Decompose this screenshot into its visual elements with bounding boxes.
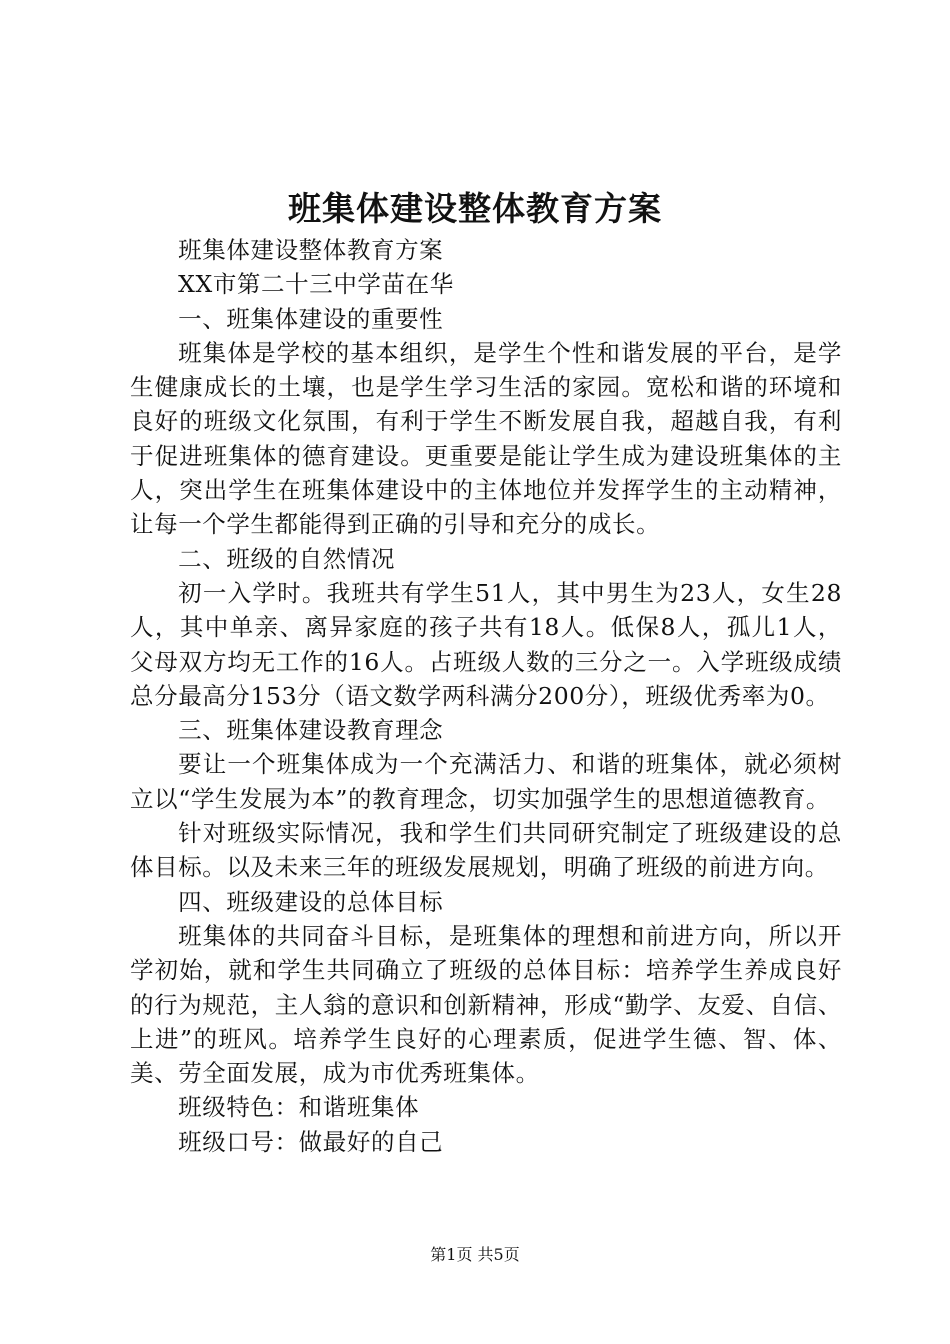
- paragraph-class-slogan: 班级口号：做最好的自己: [178, 1127, 444, 1156]
- paragraph-plan: 针对班级实际情况，我和学生们共同研究制定了班级建设的总体目标。以及未来三年的班级发展规划，明确了班级的前进方向。: [130, 819, 842, 882]
- page-number-footer: 第1页 共5页: [430, 1245, 520, 1264]
- paragraph-goals: 班集体的共同奋斗目标，是班集体的理想和前进方向，所以开学初始，就和学生共同确立了班级的总体目标：培养学生养成良好的行为规范，主人翁的意识和创新精神，形成“勤学、友爱、自信、上进”的班风。培养学生良好的心理素质，促进学生德、智、体、美、劳全面发展，成为市优秀班集体。: [130, 921, 842, 1088]
- section-heading-3: 三、班集体建设教育理念: [178, 716, 444, 745]
- paragraph-class-feature: 班级特色：和谐班集体: [178, 1093, 420, 1122]
- paragraph-subtitle: 班集体建设整体教育方案: [178, 236, 444, 264]
- section-heading-1: 一、班集体建设的重要性: [178, 304, 444, 333]
- section-heading-2: 二、班级的自然情况: [178, 544, 396, 573]
- paragraph-philosophy: 要让一个班集体成为一个充满活力、和谐的班集体，就必须树立以“学生发展为本”的教育理念，切实加强学生的思想道德教育。: [130, 750, 842, 813]
- paragraph-importance: 班集体是学校的基本组织，是学生个性和谐发展的平台，是学生健康成长的土壤，也是学生学习生活的家园。宽松和谐的环境和良好的班级文化氛围，有利于学生不断发展自我，超越自我，有利于促进班集体的德育建设。更重要是能让学生成为建设班集体的主人，突出学生在班集体建设中的主体地位并发挥学生的主动精神，让每一个学生都能得到正确的引导和充分的成长。: [130, 338, 842, 539]
- paragraph-author: XX市第二十三中学苗在华: [178, 270, 454, 299]
- document-title: 班集体建设整体教育方案: [288, 189, 662, 228]
- paragraph-class-situation: 初一入学时。我班共有学生51人，其中男生为23人，女生28人，其中单亲、离异家庭的孩子共有18人。低保8人，孤儿1人，父母双方均无工作的16人。占班级人数的三分之一。入学班级成绩总分最高分153分（语文数学两科满分200分），班级优秀率为0。: [130, 578, 842, 710]
- section-heading-4: 四、班级建设的总体目标: [178, 887, 444, 916]
- document-body: [130, 233, 842, 1159]
